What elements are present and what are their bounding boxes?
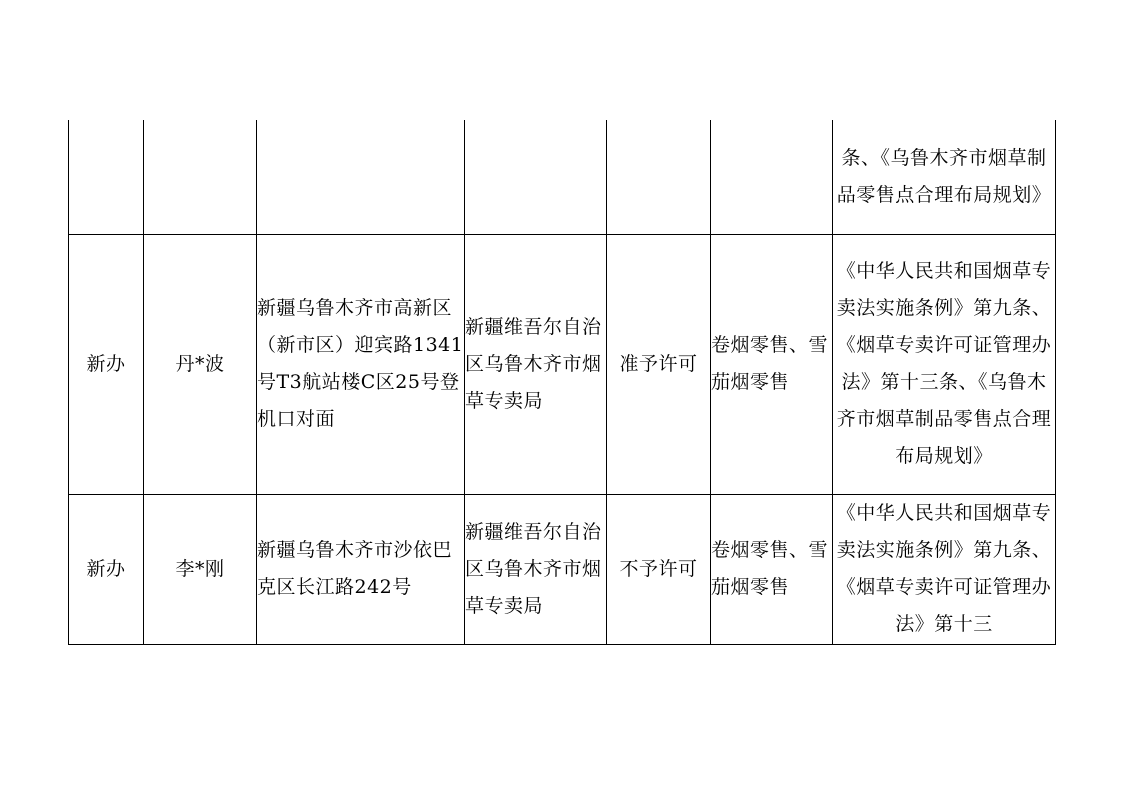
authority-cell: 新疆维吾尔自治区乌鲁木齐市烟草专卖局 <box>465 234 607 494</box>
authority-cell <box>465 120 607 234</box>
license-type-cell: 新办 <box>69 494 144 644</box>
address-cell: 新疆乌鲁木齐市沙依巴克区长江路242号 <box>257 494 465 644</box>
scope-cell <box>711 120 833 234</box>
scope-cell: 卷烟零售、雪茄烟零售 <box>711 494 833 644</box>
applicant-name-cell: 李*刚 <box>144 494 257 644</box>
license-type-cell: 新办 <box>69 234 144 494</box>
authority-cell: 新疆维吾尔自治区乌鲁木齐市烟草专卖局 <box>465 494 607 644</box>
scope-cell: 卷烟零售、雪茄烟零售 <box>711 234 833 494</box>
license-type-cell <box>69 120 144 234</box>
legal-basis-cell: 条、《乌鲁木齐市烟草制品零售点合理布局规划》 <box>833 120 1056 234</box>
table-row <box>69 494 1056 644</box>
decision-cell: 不予许可 <box>607 494 711 644</box>
decision-cell: 准予许可 <box>607 234 711 494</box>
decision-cell <box>607 120 711 234</box>
address-cell <box>257 120 465 234</box>
applicant-name-cell: 丹*波 <box>144 234 257 494</box>
legal-basis-cell: 《中华人民共和国烟草专卖法实施条例》第九条、《烟草专卖许可证管理办法》第十三条、《乌鲁木齐市烟草制品零售点合理布局规划》 <box>833 234 1056 494</box>
legal-basis-cell: 《中华人民共和国烟草专卖法实施条例》第九条、《烟草专卖许可证管理办法》第十三 <box>833 494 1056 644</box>
applicant-name-cell <box>144 120 257 234</box>
table-row <box>69 234 1056 494</box>
table-row <box>69 120 1056 234</box>
address-cell: 新疆乌鲁木齐市高新区（新市区）迎宾路1341号T3航站楼C区25号登机口对面 <box>257 234 465 494</box>
license-table <box>68 120 1056 645</box>
